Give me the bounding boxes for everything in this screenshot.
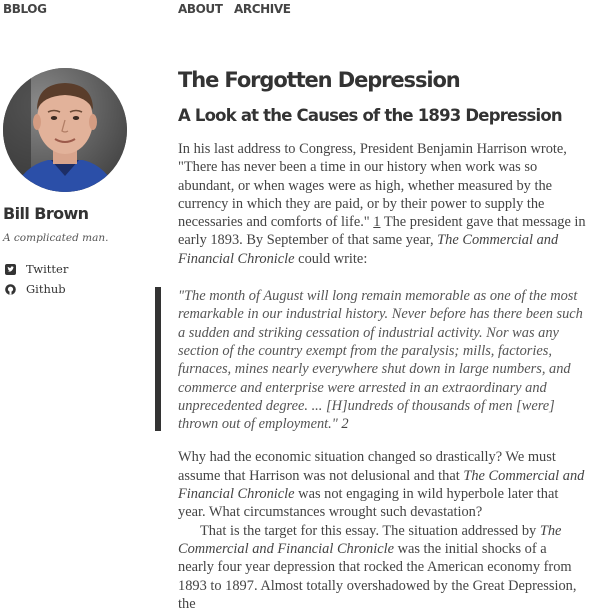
top-nav [0,0,589,22]
paragraph-text: In his last address to Congress, President Benjamin Harrison wrote, "There has never been a time in our history when work was so abundant, or when wages were as high, whether measured by the currency in which they are paid, or by their power to supply the necessaries and comforts of life." [178,141,567,231]
publication-name: The Commercial and Financial Chronicle [178,232,559,267]
twitter-link-label[interactable]: Twitter [26,262,69,276]
twitter-icon [5,264,16,275]
nav-archive-link[interactable]: ARCHIVE [234,2,291,16]
paragraph-text: was not engaging in wild hyperbole later that year. What circumstances wrought such devastation? [178,486,559,521]
post-title: The Forgotten Depression [178,68,460,92]
paragraph-text: Why had the economic situation changed so drastically? We must assume that Harrison was not delusional and that [178,449,556,484]
blog-brand-link[interactable]: BBLOG [3,2,47,16]
author-photo [3,68,127,192]
paragraph-text: could write: [294,250,368,267]
post-content [178,62,586,613]
quote-text: "The month of August will long remain memorable as one of the most remarkable in our industrial history. Never before has there been such a sudden and striking cessation of industrial activity. Nor was any section of the country exempt from the paralysis; mills, factories, furnaces, mines nearly everywhere shut down in large numbers, and commerce and enterprise were arrested in an extraordinary and unprecedented degree. ... [H]undreds of thousands of men [were] thrown out of employment." [178,288,583,433]
publication-name: The Commercial and Financial Chronicle [178,522,562,557]
github-link-label[interactable]: Github [26,282,66,296]
nav-about-link[interactable]: ABOUT [178,2,223,16]
publication-name: The Commercial and Financial Chronicle [178,467,585,503]
author-tagline: A complicated man. [3,232,109,244]
quote-block [155,287,586,433]
footnote-link-1[interactable]: 1 [373,214,381,231]
post-subtitle: A Look at the Causes of the 1893 Depression [178,106,562,125]
avatar [3,68,127,192]
paragraph-question [178,448,586,521]
paragraph-target [178,522,586,613]
paragraph-intro [178,140,586,268]
footnote-link-2[interactable]: 2 [341,416,349,433]
social-link-twitter[interactable] [5,262,68,276]
author-name: Bill Brown [3,204,89,223]
paragraph-text: was the initial shocks of a nearly four year depression that rocked the American economy from 1893 to 1897. Almost totally overshadowed by the Great Depression, the [178,540,577,612]
github-icon [5,284,16,295]
paragraph-text: That is the target for this essay. The situation addressed by [200,522,540,539]
social-link-github[interactable] [5,282,66,296]
paragraph-text: The president gave that message in early 1893. By September of that same year, [178,214,586,249]
